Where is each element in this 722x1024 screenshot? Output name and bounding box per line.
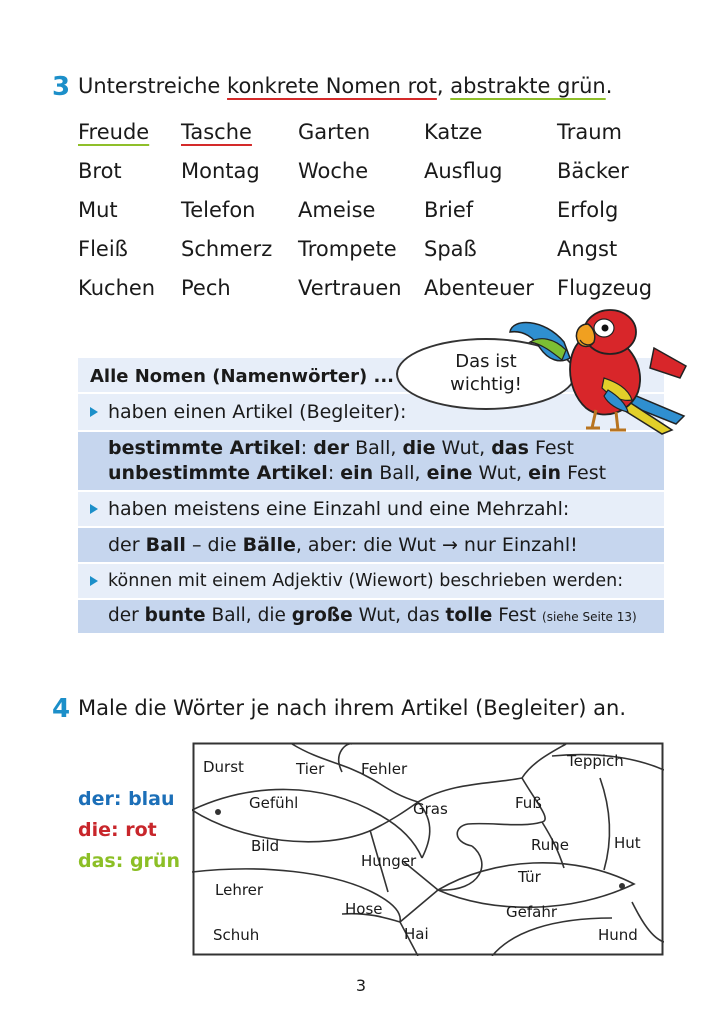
colon: : bbox=[300, 437, 308, 459]
parrot-icon bbox=[504, 308, 694, 438]
word[interactable]: Pech bbox=[181, 276, 231, 300]
word[interactable]: Montag bbox=[181, 159, 260, 183]
word[interactable]: Ausflug bbox=[424, 159, 503, 183]
noun: Ball, bbox=[379, 462, 421, 484]
info-point-3 bbox=[78, 564, 664, 598]
task-number-4: 4 bbox=[52, 694, 71, 724]
puzzle-word[interactable]: Hunger bbox=[361, 852, 417, 870]
label-bold: unbestimmte Artikel bbox=[108, 462, 328, 484]
article: die bbox=[402, 437, 436, 459]
green-phrase: abstrakte grün bbox=[450, 74, 606, 98]
noun: Fest bbox=[534, 437, 574, 459]
puzzle-word[interactable]: Schuh bbox=[213, 926, 260, 944]
definite-line bbox=[108, 437, 574, 459]
example-line bbox=[108, 605, 637, 626]
label-bold: bestimmte Artikel bbox=[108, 437, 301, 459]
word[interactable]: Tasche bbox=[181, 120, 252, 144]
comma: , bbox=[436, 74, 444, 98]
puzzle-word[interactable]: Hund bbox=[598, 926, 638, 944]
puzzle-word[interactable]: Fehler bbox=[361, 760, 408, 778]
puzzle-word[interactable]: Ruhe bbox=[531, 836, 569, 854]
point-text: können mit einem Adjektiv (Wiewort) beschrieben werden: bbox=[108, 571, 624, 591]
legend-die: die: rot bbox=[78, 819, 157, 841]
page-reference: (siehe Seite 13) bbox=[542, 610, 637, 624]
point-text: haben meistens eine Einzahl und eine Mehrzahl: bbox=[108, 498, 570, 520]
article: ein bbox=[528, 462, 562, 484]
ex-text: , aber: die Wut → nur Einzahl! bbox=[295, 534, 578, 556]
article: eine bbox=[426, 462, 473, 484]
puzzle-word[interactable]: Hai bbox=[404, 925, 429, 943]
puzzle-word[interactable]: Hose bbox=[345, 900, 383, 918]
word[interactable]: Erfolg bbox=[557, 198, 619, 222]
word[interactable]: Kuchen bbox=[78, 276, 156, 300]
word[interactable]: Brot bbox=[78, 159, 122, 183]
puzzle-word[interactable]: Fuß bbox=[515, 794, 542, 812]
fish-eye-icon bbox=[619, 883, 625, 889]
ex-text: der bbox=[108, 605, 139, 626]
word[interactable]: Fleiß bbox=[78, 237, 128, 261]
noun: Wut, bbox=[441, 437, 486, 459]
word[interactable]: Trompete bbox=[298, 237, 397, 261]
ex-bold: große bbox=[291, 605, 353, 626]
word[interactable]: Spaß bbox=[424, 237, 477, 261]
indefinite-line bbox=[108, 462, 606, 484]
article: ein bbox=[340, 462, 374, 484]
article: der bbox=[313, 437, 350, 459]
puzzle-word[interactable]: Tür bbox=[518, 868, 541, 886]
info-point-2 bbox=[78, 492, 664, 526]
red-phrase: konkrete Nomen rot bbox=[227, 74, 437, 98]
word[interactable]: Telefon bbox=[181, 198, 256, 222]
fish-eye-icon bbox=[215, 809, 221, 815]
word[interactable]: Ameise bbox=[298, 198, 376, 222]
word[interactable]: Mut bbox=[78, 198, 118, 222]
article-examples bbox=[78, 432, 664, 490]
word[interactable]: Vertrauen bbox=[298, 276, 402, 300]
ex-text: Ball, die bbox=[211, 605, 286, 626]
word[interactable]: Traum bbox=[557, 120, 623, 144]
noun: Wut, bbox=[478, 462, 523, 484]
bubble-line-1: Das ist bbox=[455, 351, 517, 372]
info-heading: Alle Nomen (Namenwörter) ... bbox=[90, 366, 395, 387]
ex-bold: tolle bbox=[445, 605, 493, 626]
word[interactable]: Abenteuer bbox=[424, 276, 534, 300]
ex-bold: Bälle bbox=[242, 534, 296, 556]
adjective-example bbox=[78, 600, 664, 633]
puzzle-word[interactable]: Gras bbox=[413, 800, 448, 818]
word[interactable]: Flugzeug bbox=[557, 276, 653, 300]
period: . bbox=[605, 74, 613, 98]
puzzle-word[interactable]: Bild bbox=[251, 837, 280, 855]
word[interactable]: Woche bbox=[298, 159, 369, 183]
ex-text: der bbox=[108, 534, 140, 556]
puzzle-word[interactable]: Gefühl bbox=[249, 794, 299, 812]
page-number: 3 bbox=[355, 976, 367, 995]
instruction-intro: Unterstreiche bbox=[78, 74, 221, 98]
bullet-arrow-icon bbox=[90, 407, 98, 417]
example-line bbox=[108, 534, 578, 556]
ex-text: Fest bbox=[498, 605, 537, 626]
puzzle-word[interactable]: Hut bbox=[614, 834, 641, 852]
plural-example bbox=[78, 528, 664, 562]
puzzle-word[interactable]: Teppich bbox=[567, 752, 624, 770]
puzzle-word[interactable]: Lehrer bbox=[215, 881, 264, 899]
task-number-3: 3 bbox=[52, 72, 71, 102]
word[interactable]: Schmerz bbox=[181, 237, 273, 261]
word[interactable]: Bäcker bbox=[557, 159, 629, 183]
puzzle-word[interactable]: Tier bbox=[296, 760, 325, 778]
bullet-arrow-icon bbox=[90, 504, 98, 514]
bullet-arrow-icon bbox=[90, 576, 98, 586]
legend-das: das: grün bbox=[78, 850, 180, 872]
noun: Ball, bbox=[355, 437, 397, 459]
point-text: haben einen Artikel (Begleiter): bbox=[108, 401, 407, 423]
ex-text: – die bbox=[192, 534, 237, 556]
word[interactable]: Katze bbox=[424, 120, 483, 144]
task3-instruction bbox=[78, 74, 612, 98]
puzzle-word[interactable]: Durst bbox=[203, 758, 244, 776]
ex-bold: Ball bbox=[145, 534, 186, 556]
bubble-line-2: wichtig! bbox=[450, 374, 522, 395]
puzzle-word[interactable]: Gefahr bbox=[506, 903, 557, 921]
noun: Fest bbox=[567, 462, 607, 484]
word[interactable]: Freude bbox=[78, 120, 150, 144]
article: das bbox=[491, 437, 529, 459]
colon: : bbox=[327, 462, 335, 484]
word[interactable]: Brief bbox=[424, 198, 474, 222]
ex-bold: bunte bbox=[144, 605, 206, 626]
word[interactable]: Garten bbox=[298, 120, 371, 144]
task4-instruction: Male die Wörter je nach ihrem Artikel (Begleiter) an. bbox=[78, 696, 627, 720]
word[interactable]: Angst bbox=[557, 237, 618, 261]
legend-der: der: blau bbox=[78, 788, 175, 810]
ex-text: Wut, das bbox=[358, 605, 440, 626]
